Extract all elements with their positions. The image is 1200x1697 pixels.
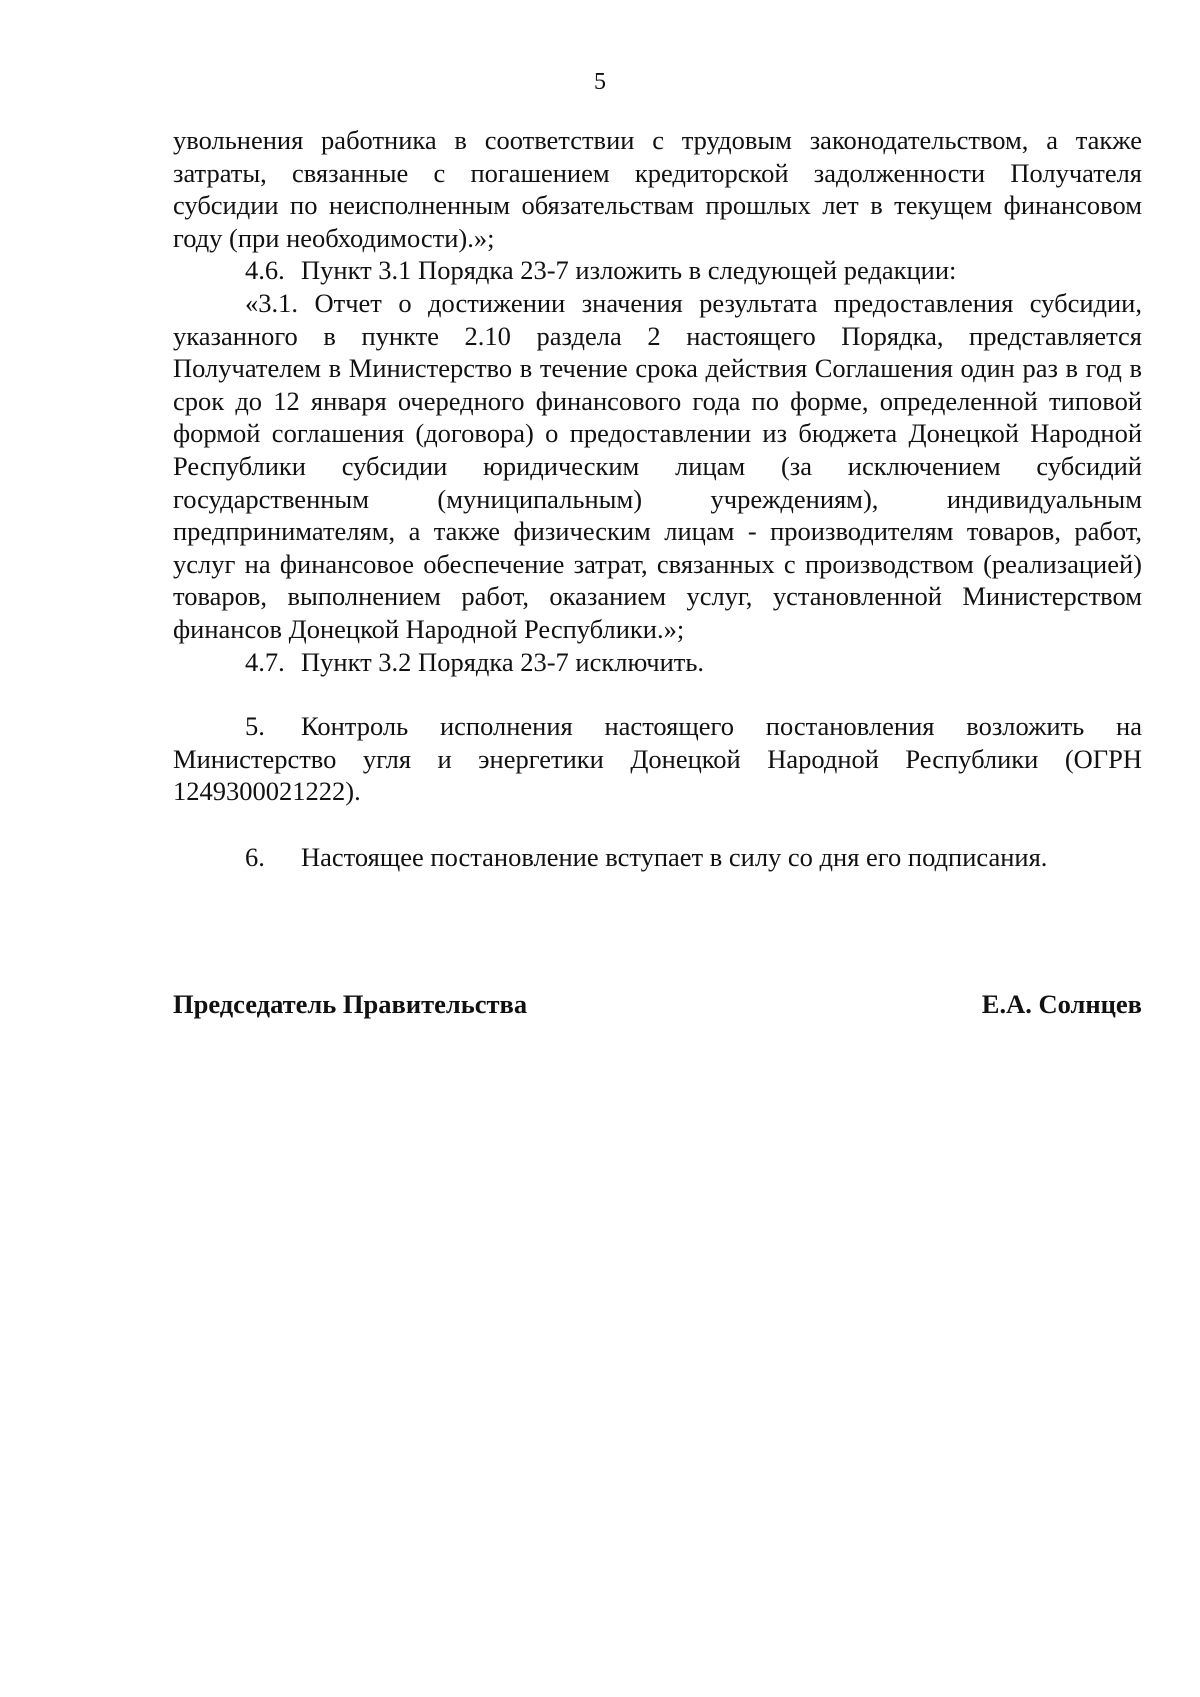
signature-block [173,988,1142,1020]
item-5-text: Контроль исполнения настоящего постановления возложить на Министерство угля и энергетики Донецкой Народной Республики (ОГРН 1249300021222). [173,711,1142,807]
signatory-name: Е.А. Солнцев [981,989,1142,1019]
signatory-position: Председатель Правительства [173,989,528,1019]
item-4-6-number: 4.6. [245,255,285,286]
item-6-number: 6. [245,841,265,872]
document-body [173,124,1142,873]
paragraph-3-1: «3.1. Отчет о достижении значения результата предоставления субсидии, указанного в пункте 2.10 раздела 2 настоящего Порядка, представляется Получателем в Министерство в течение срока действия Соглашения один раз в год в срок до 12 января очередного финансового года по форме, определенной типовой формой соглашения (договора) о предоставлении из бюджета Донецкой Народной Республики субсидии юридическим лицам (за исключением субсидий государственным (муниципальным) учреждениям), индивидуальным предпринимателям, а также физическим лицам - производителям товаров, работ, услуг на финансовое обеспечение затрат, связанных с производством (реализацией) товаров, выполнением работ, оказанием услуг, установленной Министерством финансов Донецкой Народной Республики.»; [173,287,1142,644]
item-4-7 [173,646,1142,679]
spacer [173,808,1142,841]
page-number: 5 [594,69,606,95]
item-6-text: Настоящее постановление вступает в силу со дня его подписания. [301,841,1048,872]
item-5-number: 5. [245,711,265,742]
item-5 [173,710,1142,808]
item-4-6-text: Пункт 3.1 Порядка 23-7 изложить в следующей редакции: [301,255,957,286]
spacer [173,678,1142,710]
item-4-6 [173,254,1142,287]
item-4-7-number: 4.7. [245,646,285,677]
paragraph-continuation: увольнения работника в соответствии с трудовым законодательством, а также затраты, связанные с погашением кредиторской задолженности Получателя субсидии по неисполненным обязательствам прошлых лет в текущем финансовом году (при необходимости).»; [173,125,1142,253]
item-4-7-text: Пункт 3.2 Порядка 23-7 исключить. [301,646,705,677]
item-6 [173,841,1142,874]
